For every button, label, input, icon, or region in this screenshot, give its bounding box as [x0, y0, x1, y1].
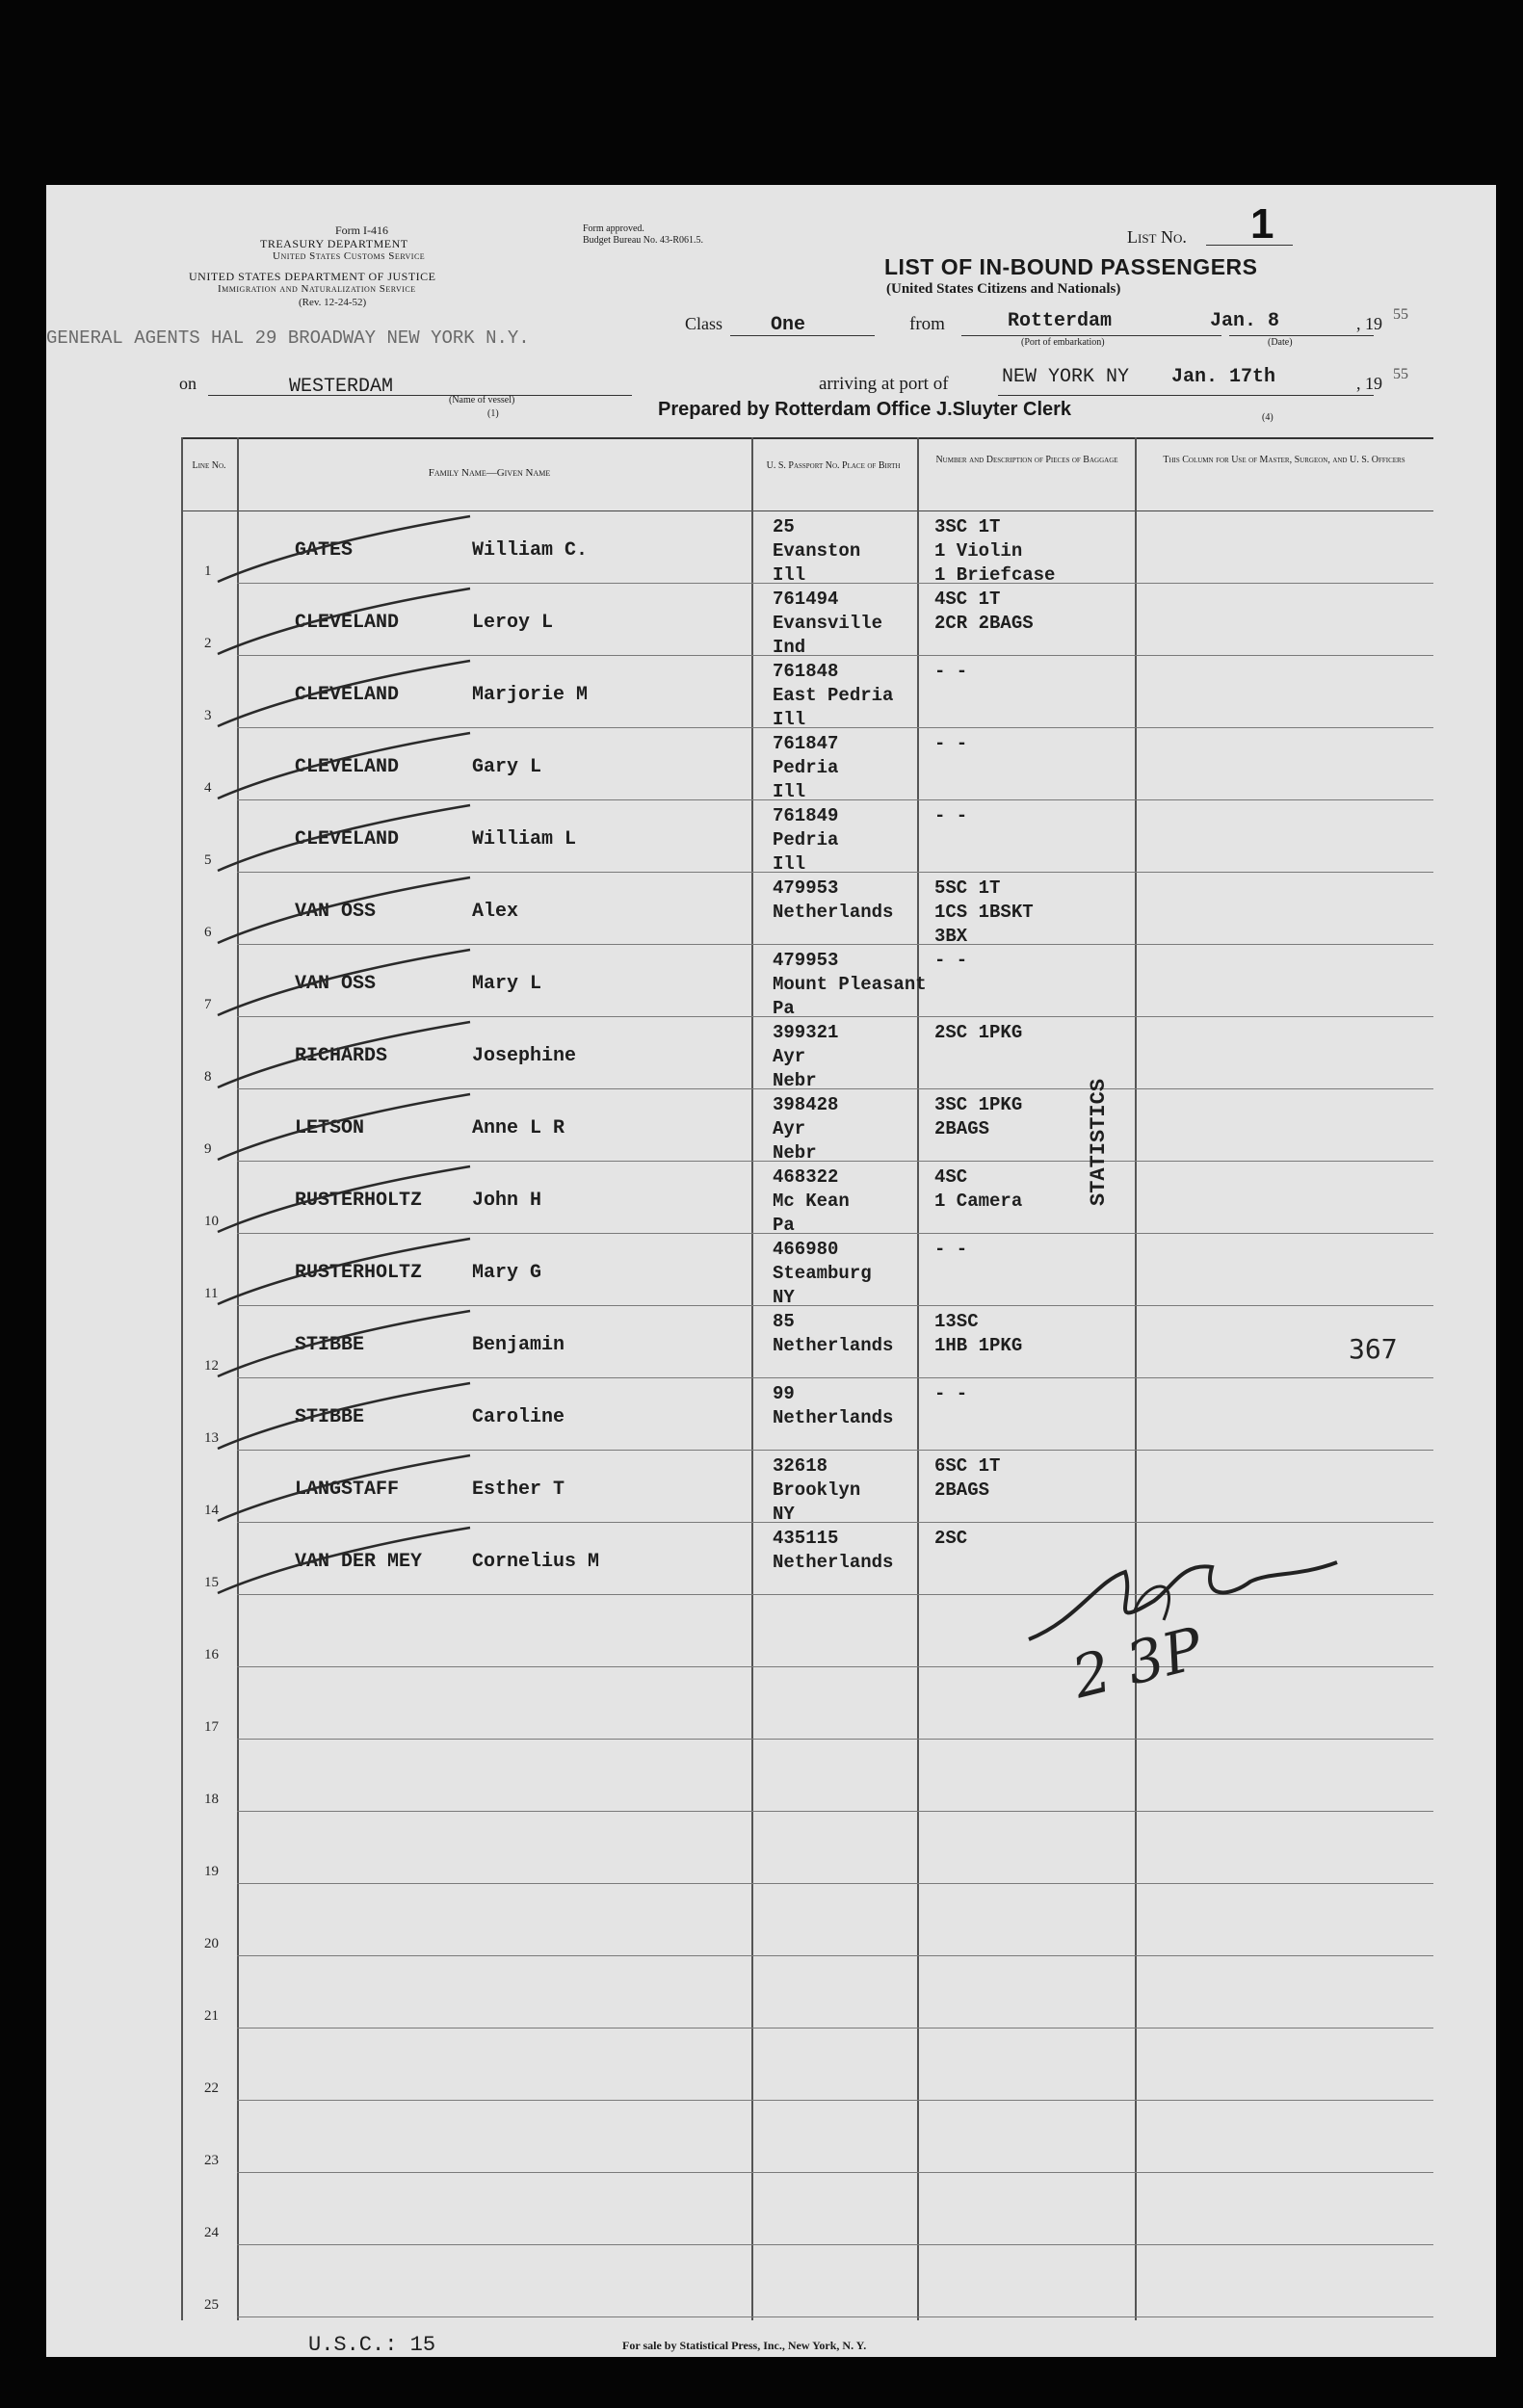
arrival-date: Jan. 17th — [1171, 366, 1276, 388]
baggage-entry: 2BAGS — [934, 1479, 990, 1501]
passport-number: 479953 — [773, 877, 839, 899]
place-of-birth: Nebr — [773, 1070, 817, 1091]
line-number: 17 — [204, 1719, 219, 1735]
passport-number: 479953 — [773, 950, 839, 971]
press-credit: For sale by Statistical Press, Inc., New York, N. Y. — [622, 2339, 867, 2352]
ins-service: Immigration and Naturalization Service — [218, 283, 416, 295]
handwritten-signature — [1019, 1543, 1366, 1659]
line-number: 24 — [204, 2225, 219, 2240]
place-of-birth: East Pedria — [773, 685, 894, 706]
line-number: 25 — [204, 2297, 219, 2313]
place-of-birth: Brooklyn — [773, 1479, 861, 1501]
passport-number: 399321 — [773, 1022, 839, 1043]
class-label: Class — [685, 314, 723, 333]
place-of-birth: Ayr — [773, 1046, 806, 1067]
embarkation-port: Rotterdam — [1008, 310, 1113, 332]
passport-number: 32618 — [773, 1455, 828, 1477]
family-name: CLEVELAND — [295, 828, 400, 851]
baggage-entry: 1HB 1PKG — [934, 1335, 1023, 1356]
line-number: 3 — [204, 708, 212, 723]
general-agents-line: GENERAL AGENTS HAL 29 BROADWAY NEW YORK N.Y. — [46, 327, 530, 349]
family-name: GATES — [295, 539, 354, 562]
justice-dept: UNITED STATES DEPARTMENT OF JUSTICE — [189, 270, 436, 283]
place-of-birth: Ill — [773, 564, 806, 586]
line-number: 11 — [204, 1286, 219, 1301]
baggage-entry: 2SC — [934, 1528, 968, 1549]
baggage-entry: 1CS 1BSKT — [934, 902, 1034, 923]
document-subtitle: (United States Citizens and Nationals) — [886, 281, 1121, 297]
document-title: LIST OF IN-BOUND PASSENGERS — [884, 254, 1258, 279]
line-number: 14 — [204, 1503, 219, 1518]
row-rule — [237, 2100, 1433, 2101]
line-number: 5 — [204, 852, 212, 868]
place-of-birth: Nebr — [773, 1142, 817, 1164]
form-approved: Form approved. — [583, 223, 644, 234]
place-of-birth: Pedria — [773, 757, 839, 778]
baggage-entry: 2BAGS — [934, 1118, 990, 1139]
family-name: CLEVELAND — [295, 756, 400, 778]
place-of-birth: NY — [773, 1287, 795, 1308]
baggage-entry: - - — [934, 805, 968, 826]
place-of-birth: Netherlands — [773, 1552, 894, 1573]
baggage-entry: 3SC 1PKG — [934, 1094, 1023, 1115]
on-label: on — [179, 374, 197, 393]
place-of-birth: Netherlands — [773, 1407, 894, 1428]
line-number: 20 — [204, 1936, 219, 1951]
family-name: RUSTERHOLTZ — [295, 1190, 423, 1212]
place-of-birth: Steamburg — [773, 1263, 872, 1284]
list-number: 1 — [1250, 200, 1274, 248]
vessel-caption-number: (1) — [487, 408, 499, 419]
passport-number: 398428 — [773, 1094, 839, 1115]
baggage-entry: 3BX — [934, 926, 968, 947]
baggage-entry: 1 Violin — [934, 540, 1023, 562]
family-name: CLEVELAND — [295, 684, 400, 706]
place-of-birth: Evansville — [773, 613, 883, 634]
family-name: STIBBE — [295, 1334, 365, 1356]
statistics-stamp: STATISTICS — [1087, 1078, 1111, 1206]
passport-number: 468322 — [773, 1166, 839, 1188]
check-mark — [210, 1518, 480, 1605]
place-of-birth: Ill — [773, 781, 806, 802]
given-name: Caroline — [472, 1406, 565, 1428]
line-number: 23 — [204, 2153, 219, 2168]
row-rule — [237, 2172, 1433, 2173]
reference-number: 367 — [1349, 1333, 1398, 1365]
passport-number: 761848 — [773, 661, 839, 682]
given-name: William C. — [472, 539, 589, 562]
baggage-entry: - - — [934, 733, 968, 754]
line-number: 9 — [204, 1141, 212, 1157]
line-number: 15 — [204, 1575, 219, 1590]
place-of-birth: Evanston — [773, 540, 861, 562]
place-of-birth: Mc Kean — [773, 1191, 850, 1212]
line-number: 13 — [204, 1430, 219, 1446]
given-name: Gary L — [472, 756, 542, 778]
baggage-entry: 6SC 1T — [934, 1455, 1001, 1477]
line-number: 19 — [204, 1864, 219, 1879]
date-caption: (Date) — [1268, 337, 1293, 348]
place-of-birth: Pa — [773, 998, 795, 1019]
row-rule — [237, 1739, 1433, 1740]
baggage-entry: 4SC 1T — [934, 589, 1001, 610]
departure-date: Jan. 8 — [1210, 310, 1280, 332]
passport-number: 25 — [773, 516, 795, 537]
col-header-passport: U. S. Passport No. Place of Birth — [766, 460, 901, 471]
family-name: RUSTERHOLTZ — [295, 1262, 423, 1284]
passport-number: 761494 — [773, 589, 839, 610]
given-name: Anne L R — [472, 1117, 565, 1139]
line-number: 4 — [204, 780, 212, 796]
line-number: 10 — [204, 1214, 219, 1229]
family-name: VAN OSS — [295, 973, 377, 995]
row-rule — [237, 1811, 1433, 1812]
vessel-caption: (Name of vessel) — [449, 395, 515, 406]
family-name: CLEVELAND — [295, 612, 400, 634]
given-name: Alex — [472, 901, 519, 923]
col-header-baggage: Number and Description of Pieces of Baggage — [935, 455, 1118, 465]
baggage-entry: 1 Camera — [934, 1191, 1023, 1212]
given-name: Esther T — [472, 1479, 565, 1501]
given-name: John H — [472, 1190, 542, 1212]
place-of-birth: Netherlands — [773, 1335, 894, 1356]
place-of-birth: NY — [773, 1504, 795, 1525]
line-number: 7 — [204, 997, 212, 1012]
baggage-entry: - - — [934, 1239, 968, 1260]
given-name: Marjorie M — [472, 684, 589, 706]
line-number: 18 — [204, 1792, 219, 1807]
passport-number: 99 — [773, 1383, 795, 1404]
line-number: 8 — [204, 1069, 212, 1085]
passport-number: 435115 — [773, 1528, 839, 1549]
line-number: 2 — [204, 636, 212, 651]
class-value: One — [771, 314, 806, 336]
baggage-entry: 5SC 1T — [934, 877, 1001, 899]
treasury-dept: TREASURY DEPARTMENT — [260, 237, 408, 250]
line-number: 22 — [204, 2081, 219, 2096]
col-header-officer: This Column for Use of Master, Surgeon, and U. S. Officers — [1163, 455, 1405, 465]
arrival-year-prefix: , 19 — [1356, 374, 1382, 393]
departure-year-prefix: , 19 — [1356, 314, 1382, 333]
line-number: 12 — [204, 1358, 219, 1374]
line-number: 1 — [204, 563, 212, 579]
given-name: Mary G — [472, 1262, 542, 1284]
given-name: Cornelius M — [472, 1551, 600, 1573]
place-of-birth: Ill — [773, 853, 806, 875]
family-name: LANGSTAFF — [295, 1479, 400, 1501]
baggage-entry: 4SC — [934, 1166, 968, 1188]
row-rule — [237, 1883, 1433, 1884]
line-number: 16 — [204, 1647, 219, 1662]
passport-number: 761847 — [773, 733, 839, 754]
baggage-entry: 13SC — [934, 1311, 979, 1332]
passport-number: 85 — [773, 1311, 795, 1332]
given-name: Josephine — [472, 1045, 577, 1067]
list-no-label: List No. — [1127, 227, 1187, 247]
budget-bureau: Budget Bureau No. 43-R061.5. — [583, 235, 703, 246]
col-header-line-no: Line No. — [192, 460, 226, 471]
arrival-year: 55 — [1393, 366, 1408, 382]
departure-year: 55 — [1393, 306, 1408, 323]
prepared-by: Prepared by Rotterdam Office J.Sluyter Clerk — [658, 399, 1072, 420]
manifest-page — [46, 185, 1496, 2357]
given-name: William L — [472, 828, 577, 851]
arriving-label: arriving at port of — [819, 374, 949, 394]
row-rule — [237, 2316, 1433, 2317]
place-of-birth: Ind — [773, 637, 806, 658]
given-name: Leroy L — [472, 612, 554, 634]
given-name: Benjamin — [472, 1334, 565, 1356]
baggage-entry: - - — [934, 950, 968, 971]
line-number: 6 — [204, 925, 212, 940]
family-name: VAN DER MEY — [295, 1551, 423, 1573]
place-of-birth: Pa — [773, 1215, 795, 1236]
baggage-entry: 1 Briefcase — [934, 564, 1056, 586]
given-name: Mary L — [472, 973, 542, 995]
row-rule — [237, 1666, 1433, 1667]
usc-code: U.S.C.: 15 — [308, 2333, 436, 2357]
baggage-entry: - - — [934, 661, 968, 682]
vessel-name: WESTERDAM — [289, 376, 394, 398]
passport-number: 466980 — [773, 1239, 839, 1260]
place-of-birth: Ill — [773, 709, 806, 730]
baggage-entry: 2SC 1PKG — [934, 1022, 1023, 1043]
col-header-name: Family Name—Given Name — [428, 467, 551, 479]
place-of-birth: Netherlands — [773, 902, 894, 923]
baggage-entry: - - — [934, 1383, 968, 1404]
row-rule — [237, 2244, 1433, 2245]
baggage-entry: 2CR 2BAGS — [934, 613, 1034, 634]
arrival-port: NEW YORK NY — [1002, 366, 1130, 388]
prepared-caption-number: (4) — [1262, 412, 1274, 423]
place-of-birth: Ayr — [773, 1118, 806, 1139]
line-number: 21 — [204, 2008, 219, 2024]
form-number: Form I-416 — [335, 223, 388, 237]
family-name: RICHARDS — [295, 1045, 388, 1067]
baggage-entry: 3SC 1T — [934, 516, 1001, 537]
passport-number: 761849 — [773, 805, 839, 826]
place-of-birth: Pedria — [773, 829, 839, 851]
place-of-birth: Mount Pleasant — [773, 974, 927, 995]
family-name: STIBBE — [295, 1406, 365, 1428]
customs-service: United States Customs Service — [273, 250, 426, 262]
form-revision: (Rev. 12-24-52) — [299, 297, 367, 308]
family-name: LETSON — [295, 1117, 365, 1139]
family-name: VAN OSS — [295, 901, 377, 923]
row-rule — [237, 1955, 1433, 1956]
handwritten-fraction: 2 3P — [1065, 1614, 1210, 1713]
from-label: from — [909, 314, 945, 334]
embarkation-caption: (Port of embarkation) — [1021, 337, 1105, 348]
